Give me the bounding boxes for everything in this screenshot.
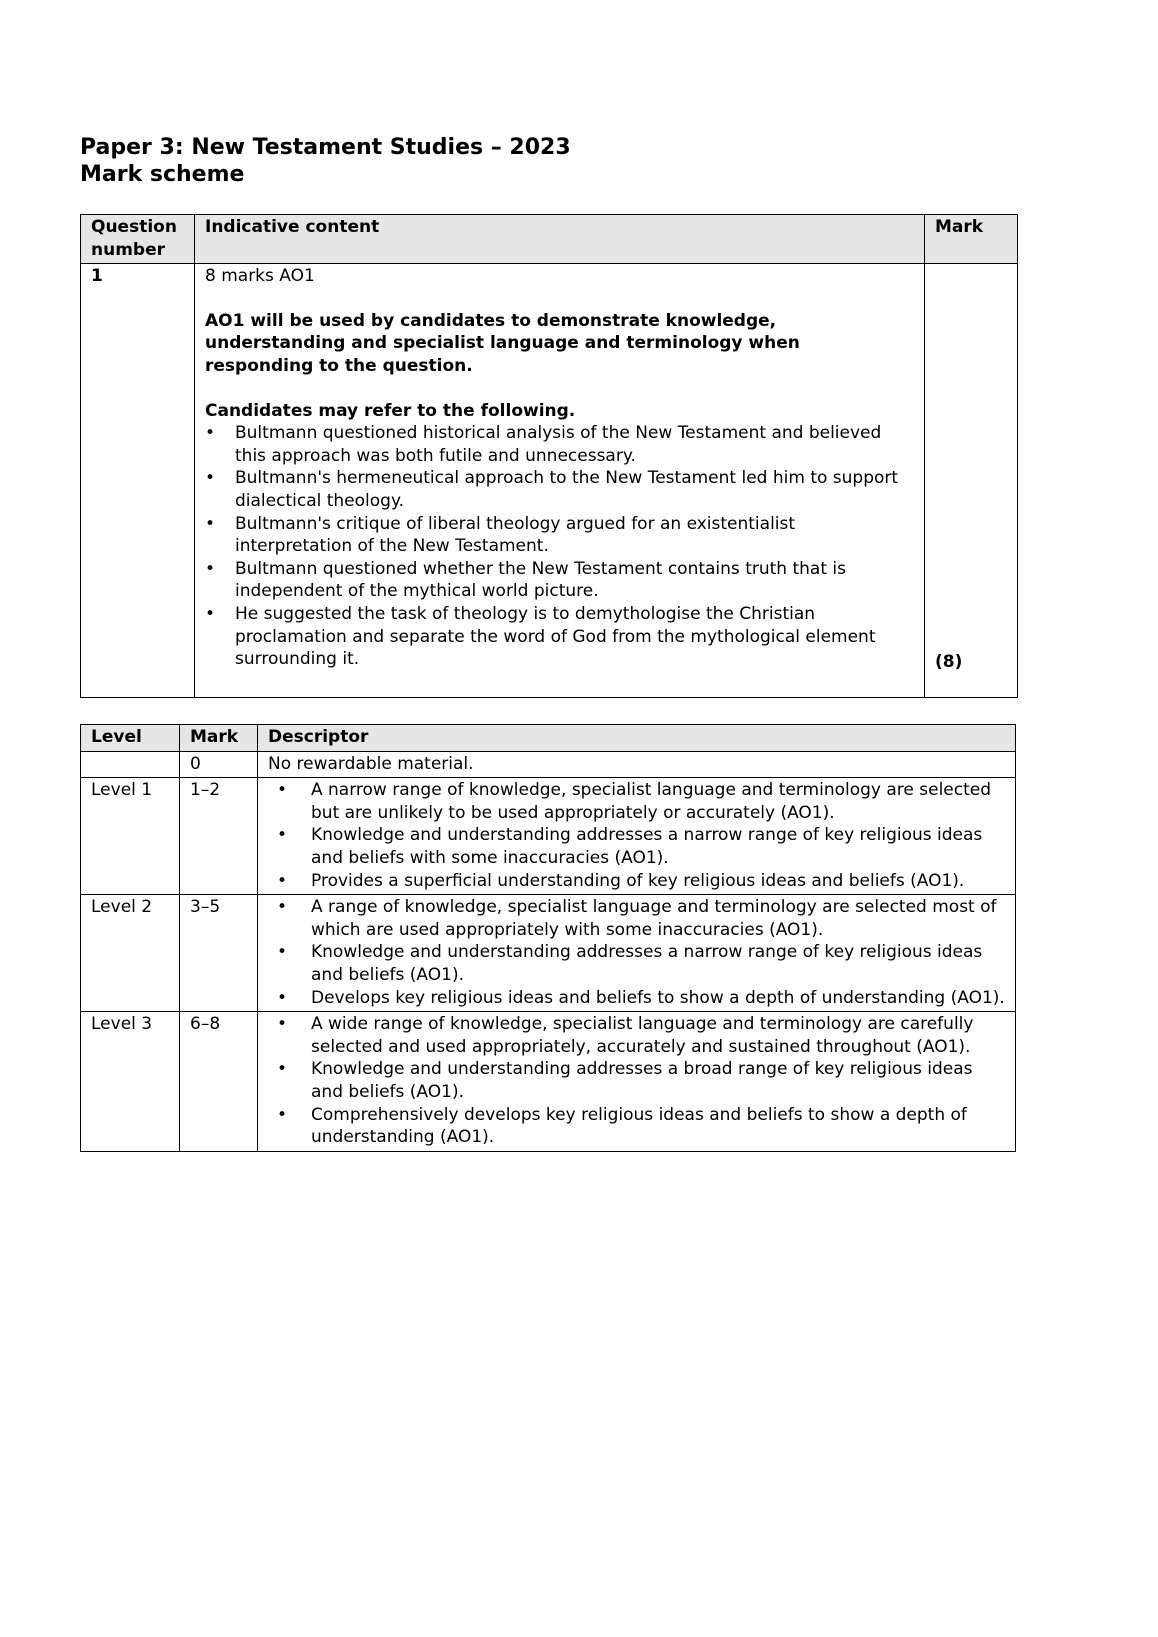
descriptor-cell — [258, 1012, 1016, 1152]
header-indicative-content: Indicative content — [195, 215, 925, 264]
question-number: 1 — [81, 264, 195, 698]
header-descriptor: Descriptor — [258, 725, 1016, 752]
table-row — [81, 264, 1018, 698]
table-row — [81, 895, 1016, 1012]
title-line-1: Paper 3: New Testament Studies – 2023 — [80, 135, 571, 160]
list-item: • Bultmann questioned whether the New Testament contains truth that is independent of the mythical world picture. — [225, 558, 914, 603]
list-item: • Knowledge and understanding addresses a narrow range of key religious ideas and beliefs with some inaccuracies (AO1). — [301, 824, 1005, 869]
mark-cell: 0 — [180, 751, 258, 778]
descriptor-cell: No rewardable material. — [258, 751, 1016, 778]
list-item: • Bultmann's critique of liberal theology argued for an existentialist interpretation of the New Testament. — [225, 513, 914, 558]
level-descriptor-table — [80, 724, 1016, 1152]
indicative-content — [195, 264, 925, 698]
level-cell: Level 2 — [81, 895, 180, 1012]
list-item: • A wide range of knowledge, specialist language and terminology are carefully selected and used appropriately, accurately and sustained throughout (AO1). — [301, 1013, 1005, 1058]
mark-cell: 3–5 — [180, 895, 258, 1012]
question-mark: (8) — [925, 264, 1018, 698]
list-item: • Bultmann questioned historical analysis of the New Testament and believed this approach was both futile and unnecessary. — [225, 422, 914, 467]
list-item: • A range of knowledge, specialist language and terminology are selected most of which are used appropriately with some inaccuracies (AO1). — [301, 896, 1005, 941]
list-item: • Develops key religious ideas and beliefs to show a depth of understanding (AO1). — [301, 987, 1005, 1010]
table-header-row — [81, 725, 1016, 752]
table-header-row — [81, 215, 1018, 264]
marks-line: 8 marks AO1 — [205, 266, 315, 287]
content-points — [205, 422, 914, 671]
header-level: Level — [81, 725, 180, 752]
ao1-statement: AO1 will be used by candidates to demonstrate knowledge, understanding and specialist language and terminology when responding to the question. — [205, 310, 800, 376]
list-item: • Bultmann's hermeneutical approach to the New Testament led him to support dialectical theology. — [225, 467, 914, 512]
refer-heading: Candidates may refer to the following. — [205, 400, 576, 421]
mark-cell: 1–2 — [180, 778, 258, 895]
table-row — [81, 778, 1016, 895]
list-item: • A narrow range of knowledge, specialist language and terminology are selected but are unlikely to be used appropriately or accurately (AO1). — [301, 779, 1005, 824]
level-cell — [81, 751, 180, 778]
level-cell: Level 1 — [81, 778, 180, 895]
list-item: • Provides a superficial understanding of key religious ideas and beliefs (AO1). — [301, 870, 1005, 893]
title-line-2: Mark scheme — [80, 162, 245, 187]
table-row — [81, 1012, 1016, 1152]
table-row — [81, 751, 1016, 778]
mark-cell: 6–8 — [180, 1012, 258, 1152]
list-item: • Knowledge and understanding addresses a narrow range of key religious ideas and beliefs (AO1). — [301, 941, 1005, 986]
list-item: • Comprehensively develops key religious ideas and beliefs to show a depth of understanding (AO1). — [301, 1104, 1005, 1149]
descriptor-cell — [258, 778, 1016, 895]
indicative-content-table — [80, 214, 1018, 698]
page-title — [80, 134, 571, 188]
header-mark: Mark — [180, 725, 258, 752]
descriptor-cell — [258, 895, 1016, 1012]
list-item: • Knowledge and understanding addresses a broad range of key religious ideas and beliefs (AO1). — [301, 1058, 1005, 1103]
header-mark: Mark — [925, 215, 1018, 264]
level-cell: Level 3 — [81, 1012, 180, 1152]
header-question-number: Question number — [81, 215, 195, 264]
list-item: • He suggested the task of theology is to demythologise the Christian proclamation and separate the word of God from the mythological element surrounding it. — [225, 603, 914, 671]
